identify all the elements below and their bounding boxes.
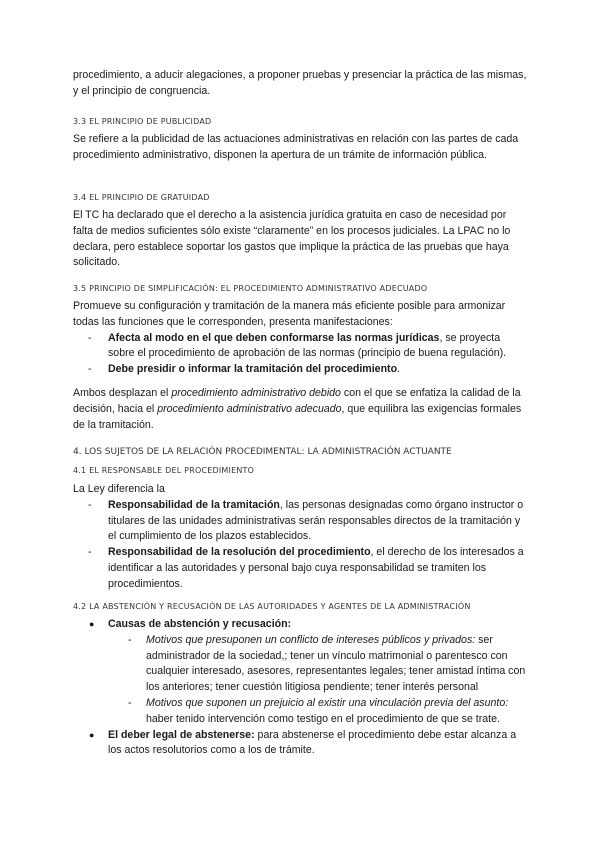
item-bold: Responsabilidad de la resolución del procedimiento xyxy=(108,546,371,559)
list-item xyxy=(73,633,528,696)
list-item xyxy=(73,362,528,378)
item-text: para abstenerse el procedimiento debe estar alcanza a los actos resolutorios como a los de trámite. xyxy=(108,728,517,757)
item-text: ser administrador de la sociedad,; tener un vínculo matrimonial o parentesco con cualquier interesado, asesores, representantes legales; tener amistad íntima con los anteriores; tener cuestión litigiosa pendiente; tener interés personal xyxy=(146,633,526,694)
item-bold: El deber legal de abstenerse: xyxy=(108,728,255,741)
bullet-marker: ● xyxy=(89,619,95,629)
italic-run: Motivos que suponen un prejuicio al existir una vinculación previa del asunto: xyxy=(146,696,509,709)
dash-marker: - xyxy=(128,696,132,709)
item-text: haber tenido intervención como testigo en el procedimiento de que se trate. xyxy=(146,712,500,725)
section-3-5-body xyxy=(73,299,528,378)
section-4-1-text: La Ley diferencia la xyxy=(73,483,165,495)
bullet-marker: ● xyxy=(89,729,95,740)
intro-paragraph xyxy=(73,68,528,100)
item-text: . xyxy=(397,363,400,376)
dash-marker: - xyxy=(88,546,92,559)
heading-4: 4. LOS SUJETOS DE LA RELACIÓN PROCEDIMENTAL: LA ADMINISTRACIÓN ACTUANTE xyxy=(73,447,452,457)
dash-marker: - xyxy=(88,498,92,511)
heading-3-5: 3.5 PRINCIPIO DE SIMPLIFICACIÓN: EL PROCEDIMIENTO ADMINISTRATIVO ADECUADO xyxy=(73,284,428,293)
item-text: , las personas designadas como órgano instructor o titulares de las unidades administrativas serán responsables directos de la tramitación y el cumplimiento de los plazos establecidos. xyxy=(108,498,524,543)
italic-run: Motivos que presuponen un conflicto de intereses públicos y privados: xyxy=(146,633,476,646)
item-bold: Responsabilidad de la tramitación xyxy=(108,498,280,511)
text-run: , que equilibra las exigencias formales de la tramitación. xyxy=(73,402,522,431)
section-4-2-body xyxy=(73,617,528,759)
intro-text: procedimiento, a aducir alegaciones, a proponer pruebas y presenciar la práctica de las mismas, y el principio de congruencia. xyxy=(73,69,527,97)
item-bold: Afecta al modo en el que deben conformarse las normas jurídicas xyxy=(108,331,440,344)
list-item xyxy=(73,498,528,545)
heading-3-4: 3.4 EL PRINCIPIO DE GRATUIDAD xyxy=(73,193,210,202)
section-3-3-text: Se refiere a la publicidad de las actuaciones administrativas en relación con las partes de cada procedimiento administrativo, disponen la apertura de un trámite de información pública. xyxy=(73,133,519,161)
section-4-1-body xyxy=(73,482,528,593)
dash-marker: - xyxy=(88,331,92,344)
dash-marker: - xyxy=(128,633,132,646)
list-item xyxy=(73,545,528,592)
section-3-3-body xyxy=(73,132,528,164)
section-3-4-text: El TC ha declarado que el derecho a la asistencia jurídica gratuita en caso de necesidad por falta de medios suficientes sólo existe “claramente” en los procesos judiciales. La LPAC no lo declara, pero establece soportar los gastos que implique la práctica de las pruebas que haya solicitado. xyxy=(73,209,511,269)
section-3-5-text: Promueve su configuración y tramitación de la manera más eficiente posible para armonizar todas las funciones que le corresponden, presenta manifestaciones: xyxy=(73,300,506,328)
item-text: , el derecho de los interesados a identificar a las autoridades y personal bajo cuya responsabilidad se tramiten los procedimientos. xyxy=(108,546,524,590)
italic-run: procedimiento administrativo debido xyxy=(171,387,341,399)
paragraph-text xyxy=(73,386,528,433)
item-bold: Causas de abstención y recusación: xyxy=(108,618,292,630)
heading-3-3: 3.3 EL PRINCIPIO DE PUBLICIDAD xyxy=(73,117,212,126)
list-item xyxy=(73,331,528,363)
section-3-4-body xyxy=(73,208,528,271)
text-run: con el que se enfatiza la calidad de la decisión, hacia el xyxy=(73,387,521,415)
dash-marker: - xyxy=(88,363,92,376)
heading-4-2: 4.2 LA ABSTENCIÓN Y RECUSACIÓN DE LAS AUTORIDADES Y AGENTES DE LA ADMINISTRACIÓN xyxy=(73,602,471,611)
list-item xyxy=(73,617,528,633)
heading-4-1: 4.1 EL RESPONSABLE DEL PROCEDIMIENTO xyxy=(73,466,255,475)
list-item xyxy=(73,696,528,728)
list-item xyxy=(73,728,528,760)
italic-run: procedimiento administrativo adecuado xyxy=(157,402,342,415)
item-bold: Debe presidir o informar la tramitación del procedimiento xyxy=(108,363,398,376)
text-run: Ambos desplazan el xyxy=(73,387,172,399)
item-text: , se proyecta sobre el procedimiento de aprobación de las normas (principio de buena regulación). xyxy=(108,331,507,360)
section-3-5-paragraph xyxy=(73,386,528,433)
